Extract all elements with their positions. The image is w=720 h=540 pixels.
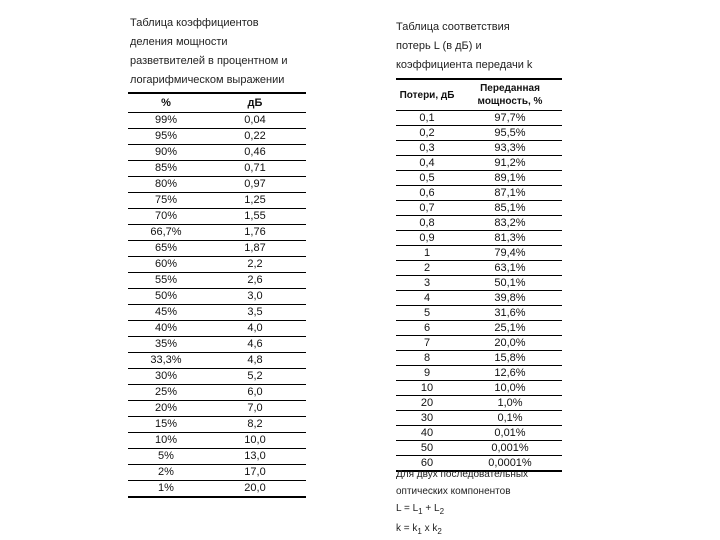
cell-value: 0,01% xyxy=(458,426,562,441)
cell-key: 60% xyxy=(128,257,204,273)
cell-value: 83,2% xyxy=(458,216,562,231)
cell-value: 97,7% xyxy=(458,111,562,126)
table-row xyxy=(396,381,562,396)
cell-value: 0,46 xyxy=(204,145,306,161)
cell-value: 10,0% xyxy=(458,381,562,396)
table-row xyxy=(128,113,306,129)
cell-value: 0,001% xyxy=(458,441,562,456)
right-table-caption xyxy=(396,18,576,75)
cell-value: 6,0 xyxy=(204,385,306,401)
cell-key: 0,9 xyxy=(396,231,458,246)
cell-key: 40% xyxy=(128,321,204,337)
cell-key: 2 xyxy=(396,261,458,276)
table-row xyxy=(396,291,562,306)
cell-value: 63,1% xyxy=(458,261,562,276)
cell-value: 17,0 xyxy=(204,465,306,481)
cell-value: 4,0 xyxy=(204,321,306,337)
table-row xyxy=(396,201,562,216)
cell-value: 20,0% xyxy=(458,336,562,351)
caption-line: потерь L (в дБ) и xyxy=(396,40,482,52)
cell-value: 87,1% xyxy=(458,186,562,201)
cell-key: 20% xyxy=(128,401,204,417)
table-row xyxy=(396,276,562,291)
table-row xyxy=(128,161,306,177)
cell-key: 50% xyxy=(128,289,204,305)
cell-value: 1,87 xyxy=(204,241,306,257)
cell-key: 0,3 xyxy=(396,141,458,156)
table-row xyxy=(396,171,562,186)
cell-value: 5,2 xyxy=(204,369,306,385)
table-row xyxy=(128,369,306,385)
cell-value: 85,1% xyxy=(458,201,562,216)
cell-key: 30% xyxy=(128,369,204,385)
cell-key: 0,8 xyxy=(396,216,458,231)
table-row xyxy=(396,231,562,246)
table-row xyxy=(128,193,306,209)
cell-key: 8 xyxy=(396,351,458,366)
table-row xyxy=(128,401,306,417)
cell-key: 85% xyxy=(128,161,204,177)
cell-value: 1,55 xyxy=(204,209,306,225)
cell-value: 50,1% xyxy=(458,276,562,291)
cell-value: 0,71 xyxy=(204,161,306,177)
table-row xyxy=(128,273,306,289)
cell-value: 8,2 xyxy=(204,417,306,433)
note-line: Для двух последовательных xyxy=(396,469,529,480)
table-row xyxy=(128,145,306,161)
cell-key: 95% xyxy=(128,129,204,145)
cell-key: 33,3% xyxy=(128,353,204,369)
note-line: оптических компонентов xyxy=(396,486,511,497)
header-db: дБ xyxy=(204,93,306,113)
cell-value: 1,76 xyxy=(204,225,306,241)
cell-key: 7 xyxy=(396,336,458,351)
cell-value: 31,6% xyxy=(458,306,562,321)
cell-value: 2,6 xyxy=(204,273,306,289)
formula-k: $k = k_1$ x $k_2$ xyxy=(396,523,442,536)
table-row xyxy=(128,417,306,433)
cell-value: 3,5 xyxy=(204,305,306,321)
cell-value: 0,04 xyxy=(204,113,306,129)
cell-value: 79,4% xyxy=(458,246,562,261)
table-row xyxy=(396,216,562,231)
cell-key: 55% xyxy=(128,273,204,289)
cell-value: 12,6% xyxy=(458,366,562,381)
cell-value: 1,25 xyxy=(204,193,306,209)
cell-key: 0,6 xyxy=(396,186,458,201)
table-row xyxy=(128,129,306,145)
header-percent: % xyxy=(128,93,204,113)
table-row xyxy=(396,246,562,261)
table-row xyxy=(396,411,562,426)
table-row xyxy=(128,433,306,449)
cell-key: 30 xyxy=(396,411,458,426)
table-row xyxy=(128,305,306,321)
table-row xyxy=(396,366,562,381)
cell-key: 15% xyxy=(128,417,204,433)
cell-key: 9 xyxy=(396,366,458,381)
table-row xyxy=(128,209,306,225)
cell-value: 4,6 xyxy=(204,337,306,353)
table-row xyxy=(128,241,306,257)
table-row xyxy=(396,156,562,171)
table-row xyxy=(396,261,562,276)
cell-key: 6 xyxy=(396,321,458,336)
cell-key: 80% xyxy=(128,177,204,193)
table-row xyxy=(396,441,562,456)
cell-key: 40 xyxy=(396,426,458,441)
table-row xyxy=(128,257,306,273)
table-row xyxy=(396,111,562,126)
cell-key: 0,5 xyxy=(396,171,458,186)
table-row xyxy=(396,426,562,441)
table-row xyxy=(128,337,306,353)
table-row xyxy=(396,306,562,321)
cell-key: 0,1 xyxy=(396,111,458,126)
cell-value: 0,97 xyxy=(204,177,306,193)
cell-key: 25% xyxy=(128,385,204,401)
table-row xyxy=(128,385,306,401)
cell-key: 20 xyxy=(396,396,458,411)
table-row xyxy=(396,351,562,366)
left-table-caption xyxy=(130,14,330,90)
table-row xyxy=(128,465,306,481)
cell-value: 91,2% xyxy=(458,156,562,171)
cell-value: 4,8 xyxy=(204,353,306,369)
percent-db-table xyxy=(128,92,306,498)
cell-key: 90% xyxy=(128,145,204,161)
cell-value: 2,2 xyxy=(204,257,306,273)
cell-value: 1,0% xyxy=(458,396,562,411)
table-row xyxy=(396,396,562,411)
cell-key: 10 xyxy=(396,381,458,396)
cell-key: 2% xyxy=(128,465,204,481)
cell-value: 89,1% xyxy=(458,171,562,186)
cell-key: 70% xyxy=(128,209,204,225)
table-row xyxy=(128,225,306,241)
table-header-row xyxy=(396,79,562,111)
cell-key: 0,7 xyxy=(396,201,458,216)
cell-key: 65% xyxy=(128,241,204,257)
table-row xyxy=(396,186,562,201)
table-row xyxy=(128,321,306,337)
cell-value: 0,22 xyxy=(204,129,306,145)
cell-value: 93,3% xyxy=(458,141,562,156)
table-row xyxy=(128,353,306,369)
cell-value: 39,8% xyxy=(458,291,562,306)
cell-key: 5% xyxy=(128,449,204,465)
cell-key: 75% xyxy=(128,193,204,209)
caption-line: разветвителей в процентном и xyxy=(130,55,288,67)
cell-value: 0,0001% xyxy=(458,456,562,472)
cell-key: 45% xyxy=(128,305,204,321)
table-header-row xyxy=(128,93,306,113)
cell-key: 50 xyxy=(396,441,458,456)
cell-value: 95,5% xyxy=(458,126,562,141)
table-row xyxy=(396,321,562,336)
cell-key: 1% xyxy=(128,481,204,498)
cell-value: 0,1% xyxy=(458,411,562,426)
caption-line: Таблица соответствия xyxy=(396,21,510,33)
table-row xyxy=(396,141,562,156)
cell-key: 0,4 xyxy=(396,156,458,171)
cell-key: 3 xyxy=(396,276,458,291)
cell-key: 99% xyxy=(128,113,204,129)
cell-value: 13,0 xyxy=(204,449,306,465)
table-row xyxy=(128,481,306,498)
cell-value: 25,1% xyxy=(458,321,562,336)
header-loss: Потери, дБ xyxy=(396,79,458,111)
table-row xyxy=(128,449,306,465)
cell-key: 4 xyxy=(396,291,458,306)
header-power: Переданная мощность, % xyxy=(458,79,562,111)
cell-value: 20,0 xyxy=(204,481,306,498)
table-row xyxy=(128,289,306,305)
caption-line: деления мощности xyxy=(130,36,228,48)
cell-value: 3,0 xyxy=(204,289,306,305)
cell-value: 10,0 xyxy=(204,433,306,449)
formula-l: $L = L_1 + L_2$ xyxy=(396,503,445,516)
table-row xyxy=(128,177,306,193)
cell-key: 1 xyxy=(396,246,458,261)
cell-key: 10% xyxy=(128,433,204,449)
caption-line: коэффициента передачи k xyxy=(396,59,533,71)
cell-key: 35% xyxy=(128,337,204,353)
loss-power-table xyxy=(396,78,562,472)
caption-line: Таблица коэффициентов xyxy=(130,17,259,29)
cell-key: 66,7% xyxy=(128,225,204,241)
cell-value: 7,0 xyxy=(204,401,306,417)
cell-key: 5 xyxy=(396,306,458,321)
caption-line: логарифмическом выражении xyxy=(130,74,285,86)
cell-key: 0,2 xyxy=(396,126,458,141)
cell-value: 15,8% xyxy=(458,351,562,366)
table-row xyxy=(396,126,562,141)
cell-value: 81,3% xyxy=(458,231,562,246)
table-row xyxy=(396,336,562,351)
series-components-note xyxy=(396,466,596,540)
cell-key: 60 xyxy=(396,456,458,472)
